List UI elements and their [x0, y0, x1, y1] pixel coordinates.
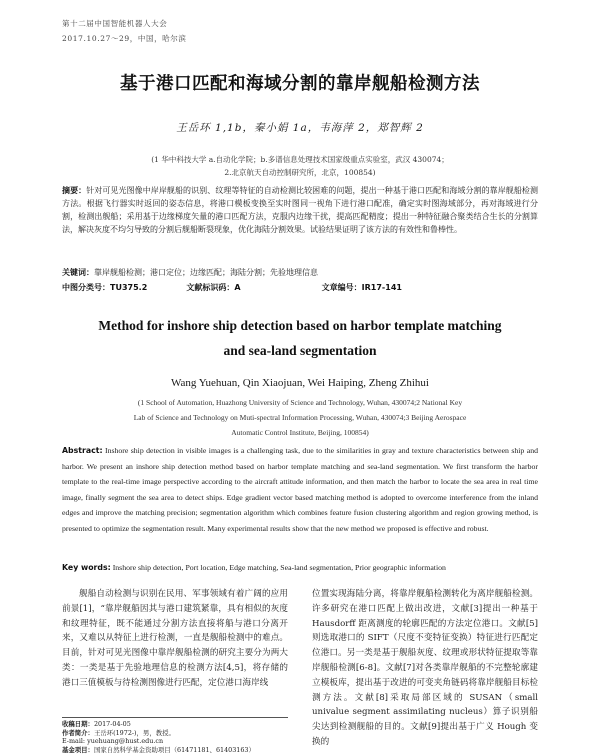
doc-code-value: A: [234, 283, 241, 292]
classification-row: [62, 282, 402, 293]
affiliation-en-2: Lab of Science and Technology on Muti-spectral Information Processing, Wuhan, 430074;3 Beijing Aerospace: [133, 413, 467, 422]
fund-info: 国家自然科学基金资助项目（61471181、61403163）: [93, 745, 255, 754]
abstract-en-text: Inshore ship detection in visible images is a challenging task, due to the similarities in gray and texture characteristics between ship and harbor. We present an inshore ship detection method based on harbor template matching and sea-land segmentation. We first transform the harbor template to the real-time image perspective according to the aircraft attitude information, and then match the harbor to locate the sea area in real time image, finally segment the sea area to detect ships. Edge gradient vector based matching method is adopted to overcome interference from the inland edges and improve the matching precision; segmentation algorithm which combines feature fusion clustering algorithm and region growing method, is presented to optimize the segmentation result. Many experimental results show that the new method we proposed is effective and robust.: [62, 446, 538, 533]
conference-name: 第十二届中国智能机器人大会: [62, 19, 168, 28]
author-email[interactable]: yuehuang@hust.edu.cn: [87, 737, 164, 746]
paper-title-en-line1: Method for inshore ship detection based on harbor template matching: [98, 318, 502, 333]
keywords-en: [62, 560, 538, 576]
author-bio: 王岳环(1972-)，男，教授。: [93, 728, 175, 737]
body-column-left: 舰船自动检测与识别在民用、军事领域有着广阔的应用前景[1]，“靠岸舰船因其与港口建筑紧靠，具有相似的灰度和纹理特征，既不能通过分割方法直接将船与港口分离开来，又难以从特征上进行检测，一直是舰船检测中的难点。目前，针对可见光图像中靠岸舰船检测的研究主要分为两大类：一类是基于先验地理信息的检测方法[4,5]，将存储的港口三值模板与待检测图像进行匹配，定位港口海岸线: [62, 589, 288, 688]
doc-code-label: 文献标识码：: [186, 283, 235, 292]
keywords-en-text: Inshore ship detection, Port location, Edge matching, Sea-land segmentation, Prior geographic information: [112, 563, 446, 572]
paper-title-en-line2: and sea-land segmentation: [223, 343, 377, 358]
keywords-cn: [62, 266, 538, 279]
article-no-label: 文章编号：: [321, 283, 362, 292]
received-label: 收稿日期：: [62, 720, 94, 728]
email-label: E-mail:: [62, 737, 86, 746]
abstract-cn: [62, 184, 538, 236]
abstract-cn-label: 摘要：: [62, 186, 87, 195]
bio-label: 作者简介：: [62, 728, 94, 737]
affiliation-cn-2: 2.北京航天自动控制研究所，北京，100854): [224, 168, 376, 177]
affiliation-cn-1: (1 华中科技大学 a.自动化学院；b.多谱信息处理技术国家级重点实验室，武汉 430074；: [151, 155, 449, 164]
abstract-en: [62, 443, 538, 537]
keywords-cn-text: 靠岸舰船检测；港口定位；边缘匹配；海陆分割；先验地理信息: [94, 268, 318, 277]
conference-date: 2017.10.27～29，中国，哈尔滨: [62, 34, 187, 43]
abstract-cn-text: 针对可见光图像中岸岸舰船的识别、纹理等特征的自动检测比较困难的问题，提出一种基于港口匹配和海域分割的靠岸舰船检测方法。根据飞行器实时返回的姿态信息，将港口模板变换至实时图同一视角下进行港口配准，确定实时图海域部分，再对海域进行分割，检测出舰船；采用基于边缘梯度矢量的港口匹配方法，克服内边缘干扰，提高匹配精度；提出一种特征融合聚类结合生长的分割算法，解决灰度不均匀导致的分割后舰船断裂现象，优化海陆分割效果。试验结果证明了该方法的有效性和鲁棒性。: [62, 186, 539, 234]
received-date: 2017-04-05: [93, 720, 131, 728]
clc-value: TU375.2: [110, 283, 148, 292]
abstract-en-label: Abstract:: [62, 446, 103, 455]
clc-label: 中图分类号：: [62, 283, 110, 292]
keywords-cn-label: 关键词：: [62, 268, 94, 277]
paper-title-cn: 基于港口匹配和海域分割的靠岸舰船检测方法: [120, 74, 480, 94]
footnote: [62, 717, 288, 754]
body-column-right: 位置实现海陆分离，将靠岸舰船检测转化为离岸舰船检测。许多研究在港口匹配上做出改进，文献[3]提出一种基于 Hausdorff 距离测度的轮廓匹配的方法定位港口。文献[5]则选取港口的 SIFT（尺度不变特征变换）特征进行匹配定位港口。另一类是基于舰船灰度、纹理或形状特征提取等靠岸舰船检测[6-8]。文献[7]对各类靠岸舰船的不完整轮廓建立模板库，提出基于改进的可变夹角链码将靠岸舰船目标检测方法。文献[8]采取局部区域的 SUSAN（small univalue segment assimilating nucleus）算子识别船尖达到检测舰船的目的。文献[9]提出基于广义 Hough 变换的: [312, 589, 538, 747]
keywords-en-label: Key words:: [62, 563, 111, 572]
affiliation-en-3: Automatic Control Institute, Beijing, 100854): [231, 428, 369, 437]
authors-cn: 王岳环 1,1b，秦小娟 1a，韦海萍 2，郑智辉 2: [176, 122, 424, 134]
fund-label: 基金项目：: [62, 745, 94, 754]
affiliation-en-1: (1 School of Automation, Huazhong University of Science and Technology, Wuhan, 430074;2 National Key: [137, 398, 463, 407]
article-no-value: IR17-141: [361, 283, 402, 292]
authors-en: Wang Yuehuan, Qin Xiaojuan, Wei Haiping, Zheng Zhihui: [171, 377, 429, 389]
